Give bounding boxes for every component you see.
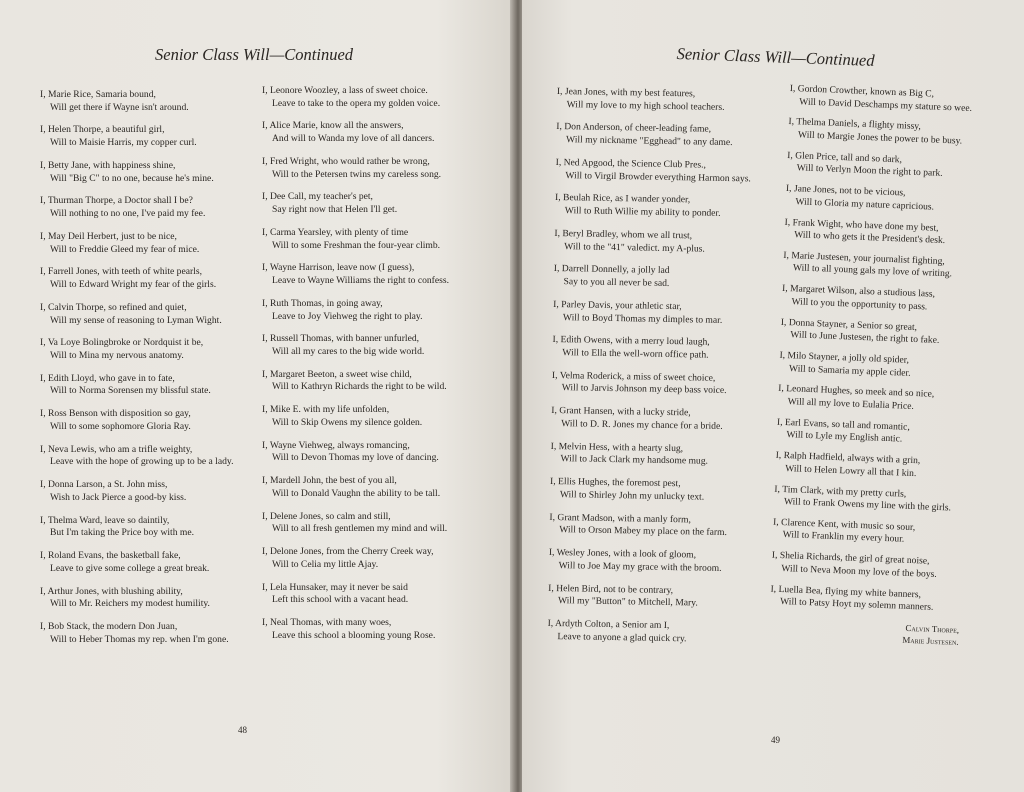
will-entry-line-2: Will to Kathryn Richards the right to be wild. (272, 381, 447, 393)
will-entry (40, 373, 238, 398)
will-entry-line-1: I, Parley Davis, your athletic star, (553, 298, 682, 313)
will-entry-line-2: Will to Donald Vaughn the ability to be tall. (272, 487, 441, 499)
will-entry-line-1: I, Leonard Hughes, so meek and so nice, (778, 383, 935, 401)
will-entry (784, 216, 975, 248)
will-entry-line-2: Will to Lyle my English antic. (786, 429, 903, 445)
will-entry-line-2: Will to David Deschamps my stature so wee. (799, 95, 973, 114)
will-entry (555, 192, 767, 221)
will-entry (262, 546, 472, 571)
will-entry-line-1: I, Wayne Harrison, leave now (I guess), (262, 262, 415, 274)
will-entry-line-2: Wish to Jack Pierce a good-by kiss. (50, 491, 187, 503)
will-entry (40, 124, 238, 149)
will-entry (40, 621, 238, 646)
will-entry (262, 262, 472, 287)
will-entry-line-1: I, Wesley Jones, with a look of gloom, (548, 547, 697, 561)
will-entry (40, 586, 238, 611)
will-entry-line-2: Will to Verlyn Moon the right to park. (796, 162, 943, 180)
will-entry-line-1: I, Ruth Thomas, in going away, (262, 297, 383, 309)
will-entry-line-2: Will to Norma Sorensen my blissful state. (50, 385, 211, 397)
will-entry-line-1: I, Grant Madson, with a manly form, (549, 511, 692, 526)
will-entry-line-1: I, Farrell Jones, with teeth of white pearls, (40, 266, 202, 278)
will-entry-line-1: I, Jane Jones, not to be vicious, (785, 183, 906, 199)
will-entry-line-2: Leave to anyone a glad quick cry. (557, 630, 687, 645)
will-entry-line-1: I, Glen Price, tall and so dark, (787, 149, 903, 166)
will-entry-line-1: I, Shelia Richards, the girl of great noise, (771, 549, 930, 567)
signature-name: Marie Justesen. (902, 634, 959, 647)
will-entry-line-1: I, Neal Thomas, with many woes, (262, 617, 392, 629)
will-entry-line-2: Say right now that Helen I'll get. (272, 204, 398, 216)
will-entry-line-2: Will to Frank Owens my line with the girls. (783, 496, 952, 514)
will-entry (262, 298, 472, 323)
will-entry (40, 231, 238, 256)
will-entry-line-1: I, Va Loye Bolingbroke or Nordquist it be, (40, 337, 204, 349)
will-entry (40, 444, 238, 469)
will-entry (553, 299, 765, 328)
will-entry-line-2: Will to Edward Wright my fear of the girls. (50, 279, 217, 291)
will-entry-line-2: Will to Orson Mabey my place on the farm. (559, 524, 728, 539)
will-entry-line-2: Will to Heber Thomas my rep. when I'm gone. (50, 633, 229, 645)
will-entry-line-1: I, Melvin Hess, with a hearty slug, (550, 440, 684, 455)
signature-name: Calvin Thorpe, (905, 622, 960, 635)
will-entry (40, 89, 238, 114)
will-entry (783, 250, 974, 282)
will-entry-line-1: I, Luella Bea, flying my white banners, (770, 583, 922, 601)
will-entry (553, 263, 765, 292)
will-entry-line-2: Leave to Wayne Williams the right to confess. (272, 275, 449, 287)
will-entry (552, 370, 764, 399)
will-entry (549, 547, 761, 576)
will-entry-line-1: I, Delene Jones, so calm and still, (262, 510, 391, 522)
will-entry-line-1: I, Tim Clark, with my pretty curls, (774, 483, 907, 500)
will-entry-line-1: I, Beryl Bradley, whom we all trust, (554, 227, 693, 242)
will-entry-line-2: Will to who gets it the President's desk. (793, 229, 946, 247)
will-entry-line-2: Will to Freddie Gleed my fear of mice. (50, 243, 200, 255)
will-entry-line-2: Leave to Joy Viehweg the right to play. (272, 310, 423, 322)
will-entry (262, 440, 472, 465)
will-entry-line-1: I, Ellis Hughes, the foremost pest, (549, 476, 681, 490)
will-entry-line-2: Will to Helen Lowry all that I kin. (784, 462, 917, 479)
will-entry-line-1: I, Edith Lloyd, who gave in to fate, (40, 372, 175, 384)
will-entry-line-2: Will nothing to no one, I've paid my fee. (50, 208, 206, 220)
will-entry-line-2: Will to Celia my little Ajay. (272, 558, 379, 570)
will-entry (549, 512, 761, 541)
will-entry (548, 583, 760, 612)
will-entry-line-2: Will to Mr. Reichers my modest humility. (50, 598, 210, 610)
will-entry (554, 228, 766, 257)
will-entry-line-2: Leave with the hope of growing up to be a lady. (50, 456, 234, 468)
right-column-1 (547, 86, 769, 657)
will-entry-line-1: I, Arthur Jones, with blushing ability, (40, 585, 183, 597)
will-entry-line-1: I, Betty Jane, with happiness shine, (40, 159, 176, 171)
will-entry-line-1: I, Alice Marie, know all the answers, (262, 120, 404, 132)
will-entry-line-1: I, Frank Wight, who have done my best, (784, 216, 939, 234)
will-entry (775, 450, 966, 482)
will-entry-line-2: Will all my love to Eulalia Price. (787, 396, 915, 412)
will-entry-line-2: Leave this school a blooming young Rose. (272, 629, 436, 641)
will-entry-line-2: Will all my cares to the big wide world. (272, 345, 425, 357)
will-entry-line-2: Will to Mina my nervous anatomy. (50, 349, 184, 361)
will-entry-line-2: Will to Shirley John my unlucky text. (559, 489, 705, 503)
will-entry-line-1: I, Beulah Rice, as I wander yonder, (554, 192, 691, 206)
will-entry (262, 511, 472, 536)
will-entry-line-1: I, Lela Hunsaker, may it never be said (262, 581, 408, 593)
will-entry-line-2: Will my nickname "Egghead" to any dame. (565, 134, 733, 149)
will-entry-line-1: I, Ned Apgood, the Science Club Pres., (555, 156, 707, 171)
will-entry-line-2: Will to all young gals my love of writing. (792, 262, 953, 280)
will-entry (788, 116, 979, 148)
will-entry-line-2: Will "Big C" to no one, because he's mine. (50, 172, 214, 184)
will-entry-line-1: I, Russell Thomas, with banner unfurled, (262, 333, 420, 345)
will-entry (771, 550, 962, 582)
will-entry-line-2: Will to Virgil Browder everything Harmon says. (565, 169, 751, 184)
will-entry (40, 408, 238, 433)
will-entry-line-1: I, Neva Lewis, who am a trifle weighty, (40, 443, 193, 455)
will-entry-line-1: I, Thurman Thorpe, a Doctor shall I be? (40, 195, 193, 207)
will-entry-line-1: I, Wayne Viehweg, always romancing, (262, 439, 410, 451)
will-entry (262, 475, 472, 500)
page-title: Senior Class Will—Continued (155, 45, 354, 64)
will-entry-line-2: Will to Maisie Harris, my copper curl. (50, 137, 197, 149)
will-entry-line-1: I, Ralph Hadfield, always with a grin, (775, 449, 921, 467)
will-entry-line-1: I, Margaret Wilson, also a studious lass, (781, 283, 936, 300)
will-entry (262, 227, 472, 252)
will-entry (40, 266, 238, 291)
will-entry-line-1: I, Marie Justesen, your journalist fighting, (783, 249, 945, 267)
will-entry (40, 337, 238, 362)
will-entry (555, 157, 767, 186)
left-column-2 (262, 85, 472, 653)
will-entry-line-1: I, Clarence Kent, with music so sour, (772, 516, 916, 534)
will-entry (40, 160, 238, 185)
will-entry (780, 316, 971, 348)
will-entry (262, 156, 472, 181)
will-entry-line-1: I, Dee Call, my teacher's pet, (262, 191, 373, 203)
will-entry-line-1: I, Roland Evans, the basketball fake, (40, 550, 181, 562)
page-number: 49 (771, 735, 780, 745)
page-number: 48 (238, 725, 247, 735)
will-entry (786, 150, 977, 182)
will-entry (774, 483, 965, 515)
will-entry (40, 302, 238, 327)
will-entry-line-2: Will to Samaria my apple cider. (788, 362, 911, 379)
will-entry-line-1: I, Earl Evans, so tall and romantic, (776, 416, 911, 433)
will-entry-line-1: I, Ardyth Colton, a Senior am I, (547, 618, 670, 632)
will-entry (262, 369, 472, 394)
will-entry (552, 334, 764, 363)
will-entry-line-2: Will to the "41" valedict. my A-plus. (564, 240, 705, 255)
will-entry-line-2: Will to Jarvis Johnson my deep bass voice. (561, 382, 727, 397)
will-entry (789, 83, 980, 115)
will-entry-line-2: Will to some Freshman the four-year climb. (272, 239, 441, 251)
will-entry-line-1: I, Milo Stayner, a jolly old spider, (779, 349, 910, 366)
will-entry (779, 350, 970, 382)
will-entry-line-1: I, Mike E. with my life unfolden, (262, 404, 390, 416)
will-entry-line-1: I, Leonore Woozley, a lass of sweet choice. (262, 85, 428, 96)
right-column-2 (769, 83, 980, 648)
will-entry-line-1: I, Mardell John, the best of you all, (262, 475, 397, 487)
will-entry-line-2: Will to Margie Jones the power to be busy. (797, 129, 963, 147)
will-entry (262, 404, 472, 429)
will-entry-line-1: I, Helen Bird, not to be contrary, (548, 582, 674, 596)
will-entry-line-2: Will to Gloria my nature capricious. (795, 196, 935, 213)
will-entry-line-1: I, Velma Roderick, a miss of sweet choice, (551, 369, 716, 384)
will-entry-line-2: Will my love to my high school teachers. (566, 98, 725, 113)
will-entry-line-1: I, Don Anderson, of cheer-leading fame, (556, 121, 712, 136)
will-entry (40, 195, 238, 220)
will-entry-line-2: Will my sense of reasoning to Lyman Wight. (50, 314, 222, 326)
will-entry-line-2: Will to D. R. Jones my chance for a bride. (561, 418, 723, 432)
will-entry (781, 283, 972, 315)
will-entry-line-1: I, May Deil Herbert, just to be nice, (40, 230, 177, 242)
will-entry (556, 121, 768, 150)
will-entry (40, 550, 238, 575)
will-entry-line-1: I, Donna Larson, a St. John miss, (40, 479, 168, 491)
will-entry (778, 383, 969, 415)
will-entry (772, 517, 963, 549)
will-entry-line-2: But I'm taking the Price boy with me. (50, 527, 195, 539)
will-entry-line-2: Will to all fresh gentlemen my mind and will. (272, 523, 448, 535)
will-entry-line-2: Will to Jack Clark my handsome mug. (560, 453, 709, 468)
signature-block (769, 617, 960, 648)
will-entry-line-1: I, Marie Rice, Samaria bound, (40, 89, 156, 100)
will-entry-line-2: Left this school with a vacant head. (272, 594, 409, 606)
right-page (522, 0, 1024, 792)
will-entry (40, 515, 238, 540)
left-column-1 (40, 89, 238, 657)
will-entry-line-1: I, Delone Jones, from the Cherry Creek way, (262, 546, 434, 558)
will-entry-line-1: I, Fred Wright, who would rather be wrong, (262, 155, 430, 167)
will-entry-line-2: Will to Neva Moon my love of the boys. (781, 562, 937, 580)
will-entry-line-2: Will to some sophomore Gloria Ray. (50, 420, 191, 432)
will-entry-line-2: Leave to give some college a great break. (50, 562, 210, 574)
will-entry-line-2: Say to you all never be sad. (563, 276, 670, 290)
will-entry-line-1: I, Darrell Donnelly, a jolly lad (553, 263, 670, 277)
will-entry (785, 183, 976, 215)
will-entry-line-1: I, Thelma Ward, leave so daintily, (40, 514, 170, 526)
will-entry-line-1: I, Margaret Beeton, a sweet wise child, (262, 368, 412, 380)
will-entry-line-2: Will get there if Wayne isn't around. (50, 101, 189, 113)
will-entry-line-2: Will to Boyd Thomas my dimples to mar. (562, 311, 723, 326)
will-entry (557, 86, 769, 115)
will-entry-line-2: Will to the Petersen twins my careless song. (272, 168, 442, 180)
will-entry-line-2: Leave to take to the opera my golden voice. (272, 97, 441, 109)
will-entry (547, 618, 759, 647)
will-entry-line-2: Will to Patsy Hoyt my solemn manners. (779, 596, 934, 614)
will-entry (550, 441, 762, 470)
will-entry-line-1: I, Helen Thorpe, a beautiful girl, (40, 124, 165, 136)
will-entry-line-1: I, Thelma Daniels, a flighty missy, (788, 116, 922, 133)
will-entry-line-1: I, Calvin Thorpe, so refined and quiet, (40, 301, 187, 313)
will-entry-line-2: Will my "Button" to Mitchell, Mary. (557, 595, 698, 609)
will-entry-line-2: Will to June Justesen, the right to fake. (790, 329, 940, 347)
will-entry-line-1: I, Gordon Crowther, known as Big C, (789, 83, 935, 100)
will-entry-line-2: Will to Ruth Willie my ability to ponder. (564, 205, 721, 219)
will-entry-line-1: I, Carma Yearsley, with plenty of time (262, 226, 409, 238)
will-entry-line-1: I, Grant Hansen, with a lucky stride, (551, 405, 691, 419)
will-entry-line-2: And will to Wanda my love of all dancers. (272, 133, 435, 145)
will-entry (262, 85, 472, 110)
will-entry-line-1: I, Donna Stayner, a Senior so great, (780, 316, 918, 333)
will-entry (770, 583, 961, 615)
will-entry (550, 476, 762, 505)
will-entry (776, 417, 967, 449)
will-entry (551, 405, 763, 434)
will-entry-line-2: Will to Skip Owens my silence golden. (272, 416, 423, 428)
page-title: Senior Class Will—Continued (676, 44, 875, 70)
will-entry-line-1: I, Ross Benson with disposition so gay, (40, 408, 191, 420)
will-entry (262, 617, 472, 642)
will-entry-line-1: I, Jean Jones, with my best features, (556, 86, 696, 100)
will-entry (262, 191, 472, 216)
will-entry (262, 120, 472, 145)
will-entry (262, 333, 472, 358)
will-entry-line-2: Will to you the opportunity to pass. (791, 296, 928, 313)
will-entry-line-2: Will to Franklin my every hour. (782, 529, 905, 546)
will-entry-line-1: I, Bob Stack, the modern Don Juan, (40, 621, 178, 633)
will-entry-line-2: Will to Joe May my grace with the broom. (558, 559, 722, 574)
will-entry-line-2: Will to Ella the well-worn office path. (562, 347, 709, 361)
will-entry (40, 479, 238, 504)
will-entry-line-2: Will to Devon Thomas my love of dancing. (272, 452, 439, 464)
will-entry-line-1: I, Edith Owens, with a merry loud laugh, (552, 334, 710, 349)
will-entry (262, 582, 472, 607)
